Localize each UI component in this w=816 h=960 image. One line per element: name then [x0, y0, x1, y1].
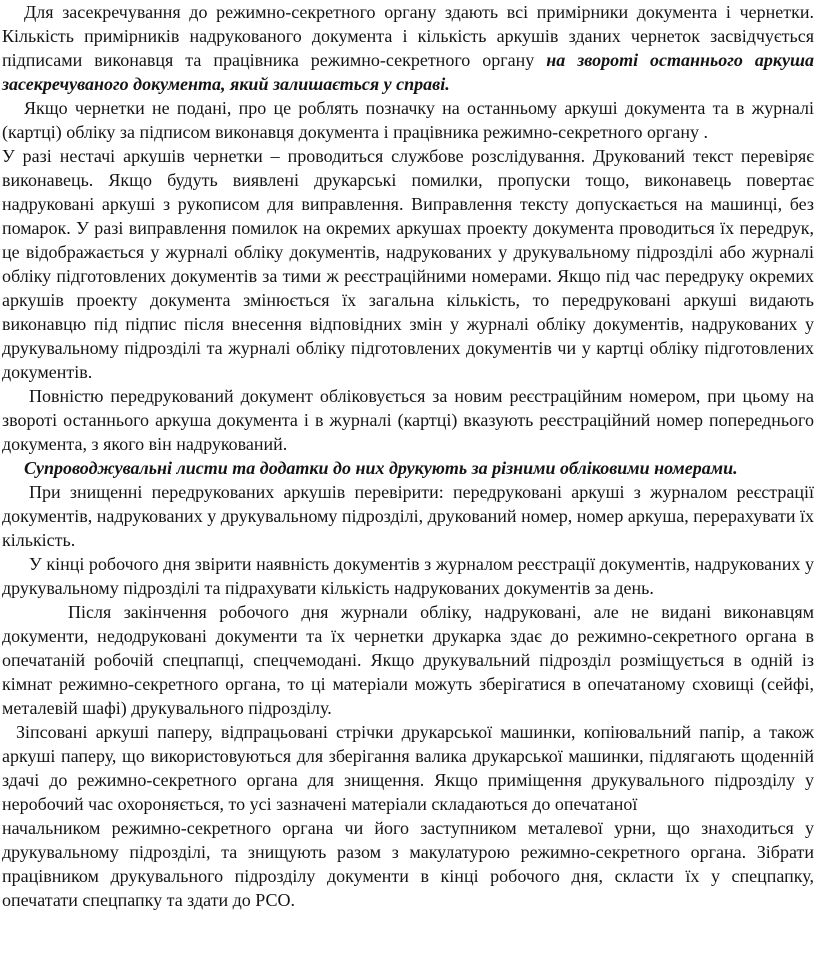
paragraph-2: [2, 96, 814, 144]
paragraph-8: [2, 600, 814, 720]
paragraph-3: [2, 144, 814, 384]
paragraph-1-text: Для засекречування до режимно-секретного органу здають всі примірники документа і чернетки. Кількість примірників надрукованого документа і кількість аркушів зданих чернеток засвідчується підписами виконавця та працівника режимно-секретного органу: [2, 2, 814, 70]
paragraph-6: [2, 480, 814, 552]
paragraph-3-text: У разі нестачі аркушів чернетки – проводиться службове розслідування. Друкований текст перевіряє виконавець. Якщо будуть виявлені друкарські помилки, пропуски тощо, виконавець повертає надруковані аркуші з рукописом для виправлення. Виправлення тексту допускається на машинці, без помарок. У разі виправлення помилок на окремих аркушах проекту документа проводиться їх передрук, це відображається у журналі обліку документів, надрукованих у друкувальному підрозділі або журналі обліку підготовлених документів за тими ж реєстраційними номерами. Якщо під час передруку окремих аркушів проекту документа змінюється їх загальна кількість, то передруковані аркуші видають виконавцю під підпис після внесення відповідних змін у журналі обліку документів, надрукованих у друкувальному підрозділі та журналі обліку підготовлених документів чи у картці обліку підготовлених документів.: [2, 146, 814, 382]
paragraph-2-text: Якщо чернетки не подані, про це роблять позначку на останньому аркуші документа та в журналі (картці) обліку за підписом виконавця документа і працівника режимно-секретного органу .: [2, 98, 814, 142]
paragraph-4: [2, 384, 814, 456]
paragraph-5-emphasis: Супроводжувальні листи та додатки до них друкують за різними обліковими номерами.: [24, 458, 738, 478]
paragraph-8-text: Після закінчення робочого дня журнали обліку, надруковані, але не видані виконавцям документи, недодруковані документи та їх чернетки друкарка здає до режимно-секретного органа в опечатаній робочій спецпапці, спецчемодані. Якщо друкувальний підрозділ розміщується в одній із кімнат режимно-секретного органа, то ці матеріали можуть зберігатися в опечатаному сховищі (сейфі, металевій шафі) друкувального підрозділу.: [2, 602, 814, 718]
paragraph-5: [2, 456, 814, 480]
paragraph-1: [2, 0, 814, 96]
paragraph-6-text: При знищенні передрукованих аркушів перевірити: передруковані аркуші з журналом реєстрації документів, надрукованих у друкувальному підрозділі, друкований номер, номер аркуша, перерахувати їх кількість.: [2, 482, 814, 550]
paragraph-7: [2, 552, 814, 600]
paragraph-9: [2, 720, 814, 816]
paragraph-7-text: У кінці робочого дня звірити наявність документів з журналом реєстрації документів, надрукованих у друкувальному підрозділі та підрахувати кількість надрукованих документів за день.: [2, 554, 814, 598]
paragraph-9-text: Зіпсовані аркуші паперу, відпрацьовані стрічки друкарської машинки, копіювальний папір, а також аркуші паперу, що використовуються для зберігання валика друкарської машинки, підлягають щоденній здачі до режимно-секретного органа для знищення. Якщо приміщення друкувального підрозділу у неробочий час охороняється, то усі зазначені матеріали складаються до опечатаної: [2, 722, 814, 814]
paragraph-1-emphasis: на звороті останнього аркуша засекречуваного документа, який залишається у справі.: [2, 50, 815, 94]
paragraph-10: [2, 816, 814, 912]
paragraph-10-text: начальником режимно-секретного органа чи його заступником металевої урни, що знаходиться у друкувальному підрозділі, та знищують разом з макулатурою режимно-секретного органа. Зібрати працівником друкувального підрозділу документи в кінці робочого дня, скласти їх у спецпапку, опечатати спецпапку та здати до РСО.: [2, 818, 814, 910]
paragraph-4-text: Повністю передрукований документ обліковується за новим реєстраційним номером, при цьому на звороті останнього аркуша документа і в журналі (картці) вказують реєстраційний номер попереднього документа, з якого він надрукований.: [2, 386, 814, 454]
